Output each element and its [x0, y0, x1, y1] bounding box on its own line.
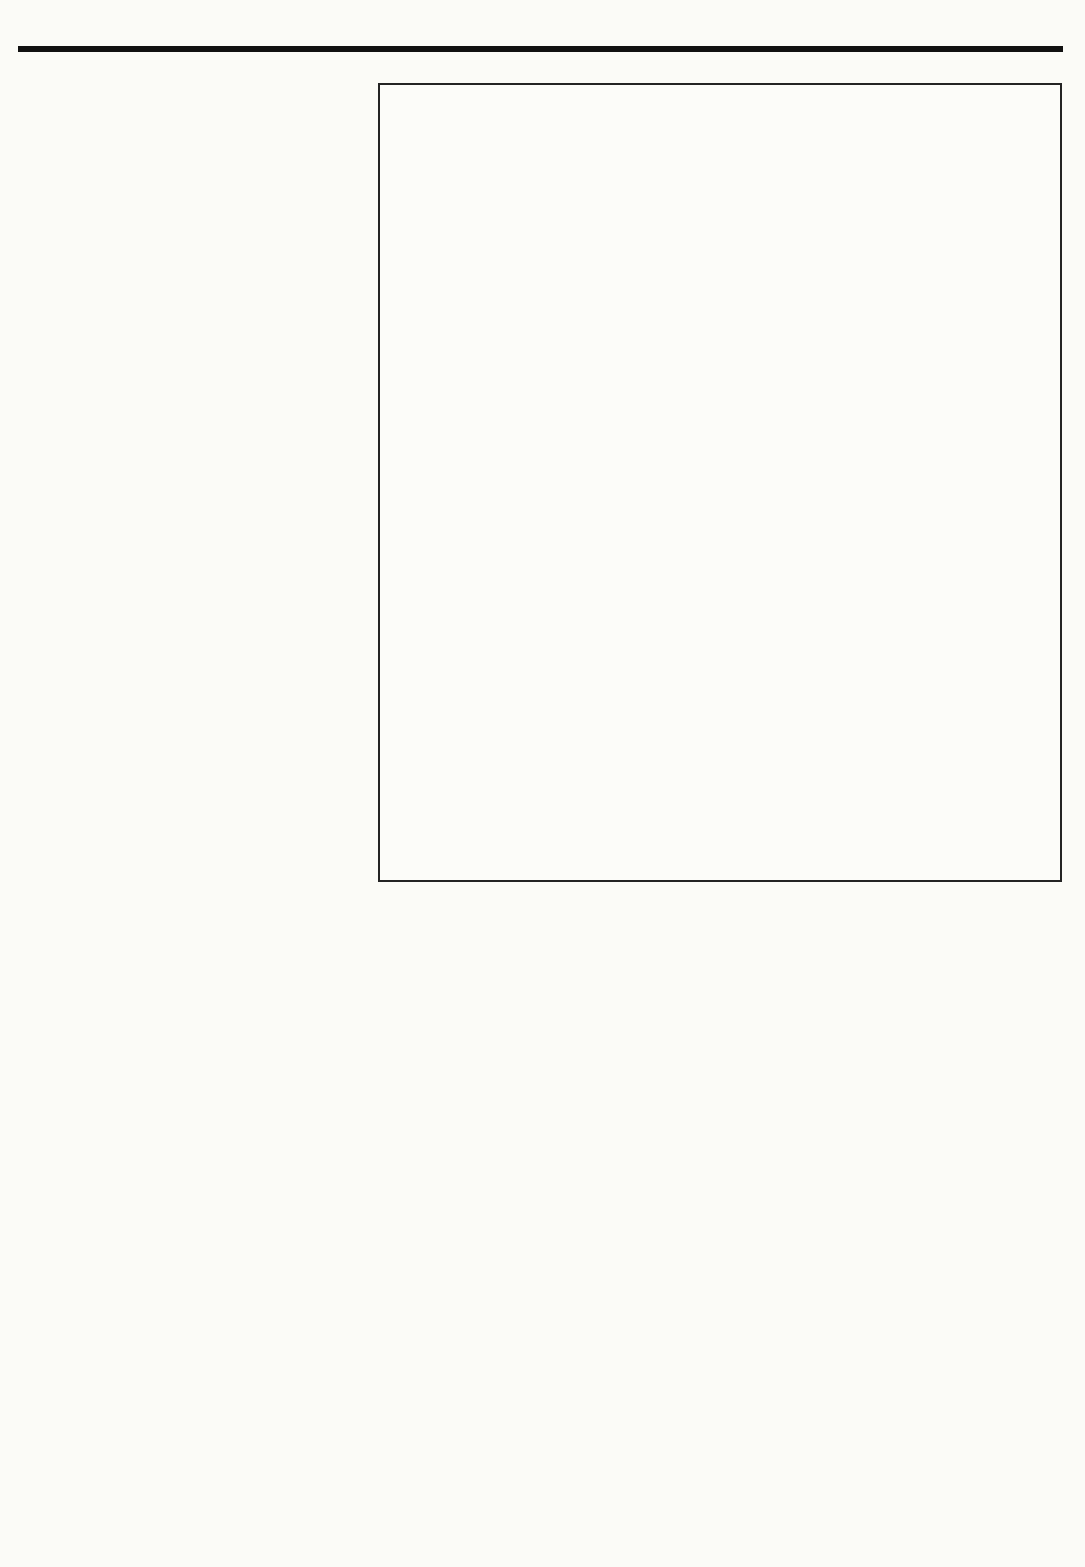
figure-21-timing-diagrams [378, 83, 1062, 882]
header-rule [18, 46, 1063, 52]
